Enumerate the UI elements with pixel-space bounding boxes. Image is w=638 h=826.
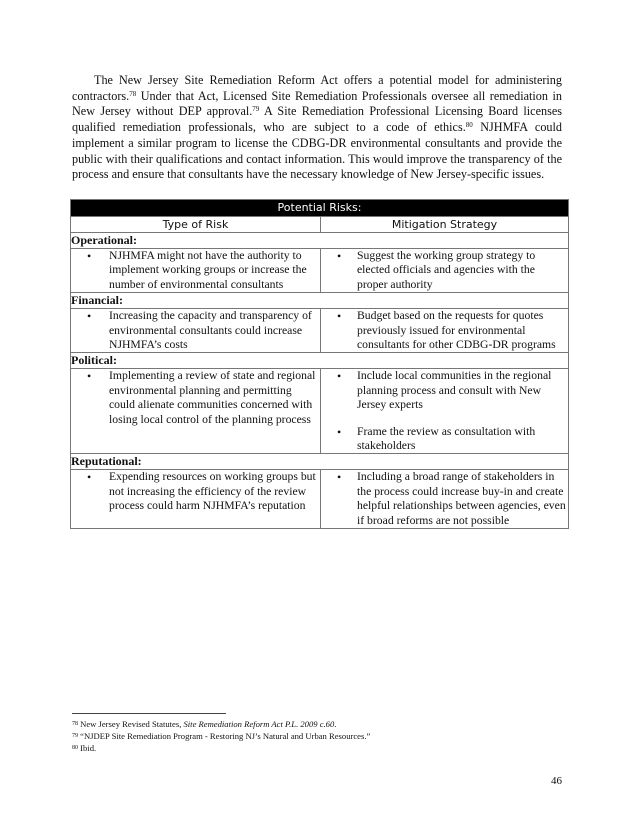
category-row (71, 233, 569, 249)
mitigation-cell (321, 249, 569, 293)
bullet-icon: • (87, 470, 92, 485)
intro-text-4: NJHMFA could implement a similar program to license the CDBG-DR environmental consultants and provide the public with their qualifications and contact information. This would improve the transparency of the process and ensure that consultants have the necessary knowledge of New Jersey-specific issues. (72, 120, 562, 182)
bullet-icon: • (337, 249, 342, 263)
mitigation-list (321, 369, 568, 453)
intro-text-3: A Site Remediation Professional Licensing Board licenses qualified remediation professionals, who are subject to a code of ethics. (72, 104, 562, 135)
footnote-text: Ibid. (78, 743, 97, 753)
column-header-type-of-risk: Type of Risk (71, 217, 321, 233)
footnote-ref-80[interactable]: 80 (465, 121, 473, 130)
page-number: 46 (551, 775, 562, 787)
intro-text-1: The New Jersey Site Remediation Reform Act offers a potential model for administering contractors. (72, 73, 562, 103)
risk-item (71, 249, 320, 292)
footnote-ref-78[interactable]: 78 (129, 89, 137, 98)
risk-content-row (71, 369, 569, 454)
risk-item-text: Expending resources on working groups but not increasing the efficiency of the review process could harm NJHMFA’s reputation (109, 470, 316, 513)
risk-content-row (71, 470, 569, 529)
bullet-icon: • (87, 369, 92, 384)
risk-content-row (71, 309, 569, 353)
bullet-icon: • (87, 249, 92, 263)
mitigation-cell (321, 369, 569, 454)
risk-item-text: Implementing a review of state and regional environmental planning and permitting could alienate communities concerned with losing local control of the planning process (109, 369, 316, 426)
risk-category: Financial: (71, 293, 569, 309)
footnote-79 (72, 730, 562, 742)
potential-risks-table (70, 199, 569, 529)
footnote-80 (72, 742, 562, 754)
footnote-78 (72, 718, 562, 730)
risk-content-row (71, 249, 569, 293)
risk-category: Operational: (71, 233, 569, 249)
mitigation-item-text: Include local communities in the regional planning process and consult with New Jersey experts (357, 369, 552, 412)
risk-category: Reputational: (71, 454, 569, 470)
risk-cell (71, 249, 321, 293)
risk-item (71, 369, 320, 427)
mitigation-item (321, 470, 568, 528)
mitigation-item (321, 309, 568, 352)
risk-list (71, 470, 320, 513)
risk-cell (71, 309, 321, 353)
mitigation-cell (321, 309, 569, 353)
footnote-number: 80 (72, 745, 78, 751)
bullet-icon: • (337, 424, 342, 439)
footnote-divider (72, 713, 226, 714)
mitigation-list (321, 309, 568, 352)
risk-item-text: NJHMFA might not have the authority to implement working groups or increase the number of environmental consultants (109, 249, 307, 291)
intro-paragraph (72, 73, 562, 183)
risk-category: Political: (71, 353, 569, 369)
footnote-number: 79 (72, 733, 78, 739)
footnote-italic-title: Site Remediation Reform Act P.L. 2009 c.60 (183, 719, 335, 729)
bullet-icon: • (337, 309, 342, 324)
intro-text-2: Under that Act, Licensed Site Remediation Professionals oversee all remediation in New Jersey without DEP approval. (72, 88, 562, 119)
mitigation-item-text: Including a broad range of stakeholders in the process could increase buy-in and create helpful relationships between agencies, even if broad reforms are not possible (357, 470, 566, 527)
mitigation-item (321, 249, 568, 292)
risk-item (71, 309, 320, 352)
risk-cell (71, 369, 321, 454)
bullet-icon: • (337, 470, 342, 485)
bullet-icon: • (337, 369, 342, 384)
mitigation-item-text: Frame the review as consultation with stakeholders (357, 424, 536, 453)
risk-list (71, 369, 320, 427)
mitigation-item (321, 369, 568, 412)
category-row (71, 293, 569, 309)
risk-list (71, 309, 320, 352)
mitigation-list (321, 470, 568, 528)
footnote-number: 78 (72, 721, 78, 727)
footnote-ref-79[interactable]: 79 (252, 105, 260, 114)
mitigation-cell (321, 470, 569, 529)
risk-item (71, 470, 320, 513)
category-row (71, 353, 569, 369)
risk-cell (71, 470, 321, 529)
mitigation-item-text: Budget based on the requests for quotes previously issued for environmental consultants for other CDBG-DR programs (357, 309, 556, 352)
footnote-text: “NJDEP Site Remediation Program - Restoring NJ’s Natural and Urban Resources.” (78, 731, 371, 741)
risk-list (71, 249, 320, 292)
category-row (71, 454, 569, 470)
table-title: Potential Risks: (71, 200, 569, 217)
column-header-mitigation-strategy: Mitigation Strategy (321, 217, 569, 233)
footnotes (72, 718, 562, 754)
mitigation-item (321, 425, 568, 454)
table-body (71, 233, 569, 529)
footnote-end: . (334, 719, 337, 729)
bullet-icon: • (87, 309, 92, 324)
mitigation-list (321, 249, 568, 292)
mitigation-item-text: Suggest the working group strategy to elected officials and agencies with the proper authority (357, 249, 536, 291)
risk-item-text: Increasing the capacity and transparency of environmental consultants could increase NJHMFA’s costs (109, 309, 312, 352)
footnote-text: New Jersey Revised Statutes, (78, 719, 184, 729)
